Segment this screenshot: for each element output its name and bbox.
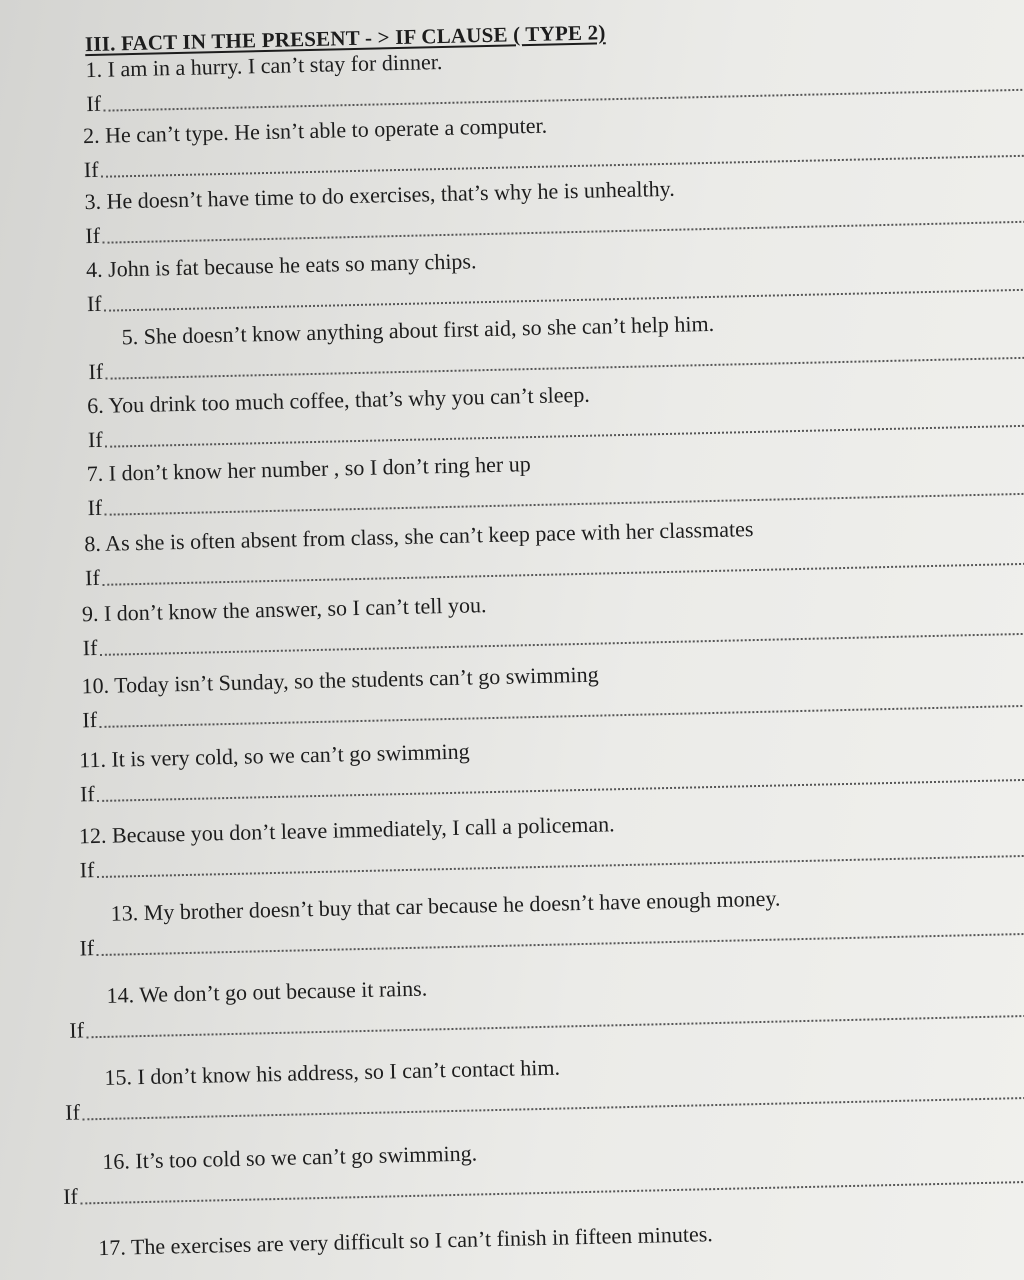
answer-prefix: If <box>83 156 99 183</box>
exercise-sentence: 15. I don’t know his address, so I can’t contact him. <box>104 1054 561 1090</box>
answer-prefix: If <box>82 706 98 733</box>
exercise-sentence: 3. He doesn’t have time to do exercises, that’s why he is unhealthy. <box>84 175 675 215</box>
exercise-sentence: 10. Today isn’t Sunday, so the students can’t go swimming <box>81 661 599 699</box>
exercise-14 <box>68 960 1024 1044</box>
exercise-sentence: 17. The exercises are very difficult so I can’t finish in fifteen minutes. <box>98 1221 714 1261</box>
dotted-answer-blank <box>80 1181 1024 1205</box>
answer-prefix: If <box>69 1017 85 1043</box>
exercise-15 <box>64 1043 1024 1127</box>
exercise-sentence: 6. You drink too much coffee, that’s why you can’t sleep. <box>86 381 591 419</box>
dotted-answer-blank <box>86 1014 1024 1038</box>
answer-prefix: If <box>85 222 101 249</box>
exercise-sentence: 8. As she is often absent from class, she can’t keep pace with her classmates <box>84 516 754 557</box>
exercise-sentence: 4. John is fat because he eats so many chips. <box>85 248 477 283</box>
answer-prefix: If <box>62 1183 79 1209</box>
answer-prefix: If <box>79 857 95 883</box>
answer-prefix: If <box>82 634 98 661</box>
answer-prefix: If <box>64 1099 81 1125</box>
exercise-sentence: 1. I am in a hurry. I can’t stay for dinner. <box>85 48 443 83</box>
exercise-sentence: 13. My brother doesn’t buy that car because he doesn’t have enough money. <box>110 885 781 926</box>
dotted-answer-blank <box>97 854 1024 878</box>
dotted-answer-blank <box>82 1097 1024 1121</box>
exercise-sentence: 5. She doesn’t know anything about first aid, so she can’t help him. <box>121 310 715 350</box>
exercise-12 <box>79 800 1024 884</box>
exercise-sentence: 12. Because you don’t leave immediately, I call a policeman. <box>78 811 615 849</box>
answer-prefix: If <box>86 90 102 117</box>
exercise-17 <box>98 1212 1024 1262</box>
dotted-answer-blank <box>97 778 1024 802</box>
exercise-sentence: 9. I don’t know the answer, so I can’t tell you. <box>81 592 487 627</box>
exercise-sentence: 11. It is very cold, so we can’t go swimming <box>78 738 470 773</box>
answer-prefix: If <box>87 494 103 521</box>
exercise-sentence: 16. It’s too cold so we can’t go swimming. <box>102 1140 478 1174</box>
answer-prefix: If <box>86 290 102 317</box>
section-title: III. FACT IN THE PRESENT - > IF CLAUSE ( TYPE 2) <box>84 20 606 57</box>
dotted-answer-blank <box>96 932 1024 956</box>
answer-prefix: If <box>79 935 95 961</box>
exercise-16 <box>62 1127 1024 1211</box>
answer-prefix: If <box>87 426 103 453</box>
dotted-answer-blank <box>100 632 1024 656</box>
exercise-8 <box>84 508 1024 592</box>
exercise-sentence: 14. We don’t go out because it rains. <box>106 975 428 1008</box>
answer-prefix: If <box>84 564 101 591</box>
exercise-sentence: 2. He can’t type. He isn’t able to operate a computer. <box>82 112 548 149</box>
answer-prefix: If <box>88 358 104 385</box>
exercise-13 <box>78 878 1024 962</box>
exercise-9 <box>82 578 1024 662</box>
exercise-11 <box>79 724 1024 808</box>
exercise-sentence: 7. I don’t know her number , so I don’t ring her up <box>86 451 531 487</box>
answer-prefix: If <box>79 781 95 807</box>
exercise-10 <box>81 650 1024 734</box>
dotted-answer-blank <box>99 704 1024 728</box>
